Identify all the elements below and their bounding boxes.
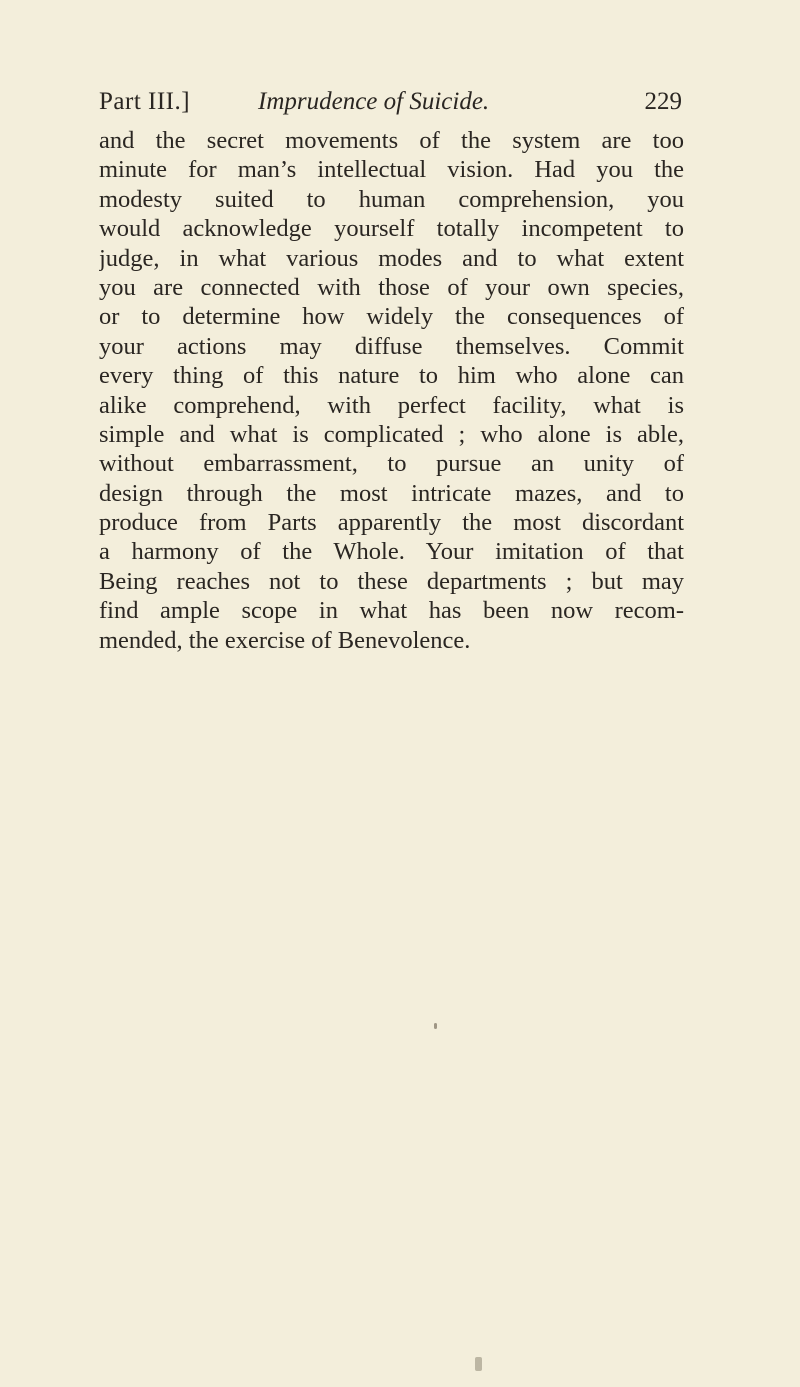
text-line: mended, the exercise of Benevolence. <box>99 626 471 654</box>
text-line: minute for man’s intellectual vision. Had you the <box>99 156 684 184</box>
text-line: you are connected with those of your own species, <box>99 273 684 301</box>
text-line: simple and what is complicated ; who alone is able, <box>99 420 684 448</box>
text-line: without embarrassment, to pursue an unity of <box>99 450 684 478</box>
text-line: Being reaches not to these departments ; but may <box>99 567 684 595</box>
page-number: 229 <box>644 88 682 115</box>
text-line: produce from Parts apparently the most discordant <box>99 509 684 537</box>
text-line: alike comprehend, with perfect facility, what is <box>99 391 684 419</box>
part-label: Part III.] <box>99 88 191 115</box>
running-head <box>99 82 682 122</box>
text-line: every thing of this nature to him who alone can <box>99 362 684 390</box>
text-line: or to determine how widely the consequences of <box>99 303 684 331</box>
paper-speck <box>434 1023 437 1029</box>
text-line: your actions may diffuse themselves. Commit <box>99 332 684 360</box>
text-line: find ample scope in what has been now recom- <box>99 597 684 625</box>
text-line: design through the most intricate mazes, and to <box>99 479 684 507</box>
page-title: Imprudence of Suicide. <box>258 88 490 115</box>
body-text <box>99 126 684 655</box>
text-line: would acknowledge yourself totally incompetent to <box>99 215 684 243</box>
text-line: and the secret movements of the system are too <box>99 127 684 154</box>
text-line: judge, in what various modes and to what extent <box>99 244 684 272</box>
text-line: a harmony of the Whole. Your imitation of that <box>99 538 684 566</box>
text-line: modesty suited to human comprehension, you <box>99 185 684 213</box>
paper-speck <box>475 1357 482 1371</box>
